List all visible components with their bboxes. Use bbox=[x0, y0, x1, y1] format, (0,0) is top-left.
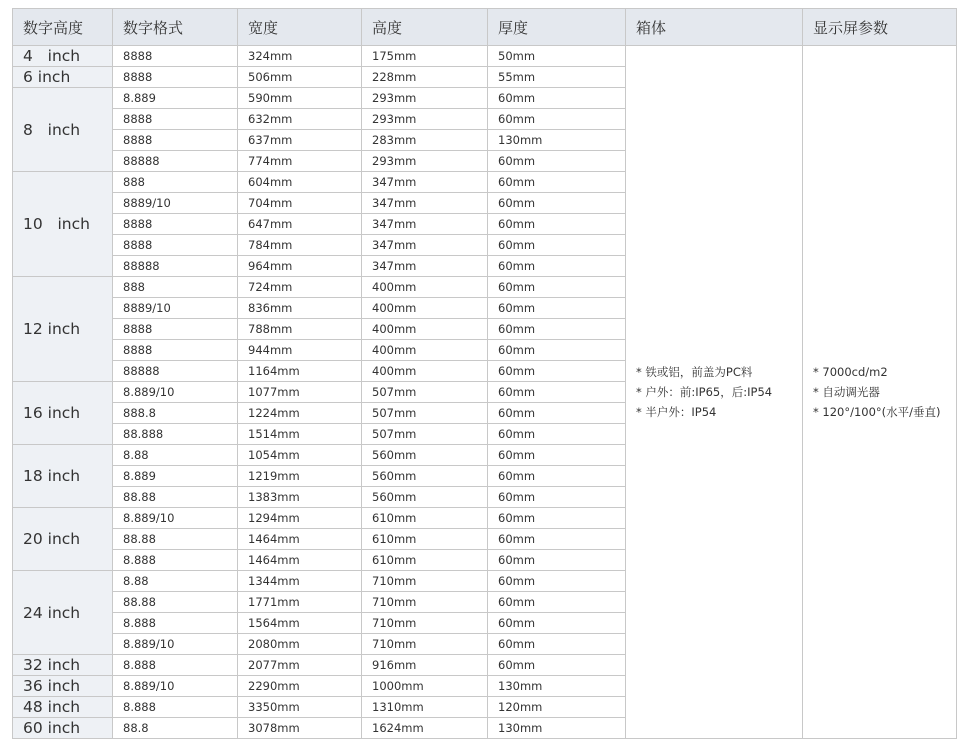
height-cell: 400mm bbox=[362, 361, 488, 382]
thickness-cell: 50mm bbox=[488, 46, 626, 67]
thickness-cell: 60mm bbox=[488, 277, 626, 298]
digit-format-cell: 8.888 bbox=[113, 655, 238, 676]
digit-format-cell: 8.889/10 bbox=[113, 508, 238, 529]
width-cell: 1344mm bbox=[238, 571, 362, 592]
digit-height-cell: 4 inch bbox=[13, 46, 113, 67]
thickness-cell: 60mm bbox=[488, 487, 626, 508]
thickness-cell: 60mm bbox=[488, 88, 626, 109]
thickness-cell: 60mm bbox=[488, 529, 626, 550]
thickness-cell: 55mm bbox=[488, 67, 626, 88]
digit-height-cell: 36 inch bbox=[13, 676, 113, 697]
thickness-cell: 60mm bbox=[488, 613, 626, 634]
header-display-params: 显示屏参数 bbox=[803, 9, 957, 46]
thickness-cell: 130mm bbox=[488, 130, 626, 151]
table-row bbox=[13, 46, 957, 67]
thickness-cell: 60mm bbox=[488, 319, 626, 340]
width-cell: 1294mm bbox=[238, 508, 362, 529]
enclosure-note: * 半户外：IP54 bbox=[636, 405, 717, 419]
width-cell: 784mm bbox=[238, 235, 362, 256]
header-row bbox=[13, 9, 957, 46]
width-cell: 632mm bbox=[238, 109, 362, 130]
thickness-cell: 60mm bbox=[488, 403, 626, 424]
thickness-cell: 60mm bbox=[488, 655, 626, 676]
digit-height-cell: 18 inch bbox=[13, 445, 113, 508]
width-cell: 704mm bbox=[238, 193, 362, 214]
width-cell: 324mm bbox=[238, 46, 362, 67]
digit-height-cell: 60 inch bbox=[13, 718, 113, 739]
display-note: * 自动调光器 bbox=[813, 385, 880, 399]
digit-format-cell: 8.888 bbox=[113, 550, 238, 571]
digit-format-cell: 8888 bbox=[113, 214, 238, 235]
header-height: 高度 bbox=[362, 9, 488, 46]
digit-format-cell: 88.88 bbox=[113, 487, 238, 508]
digit-format-cell: 8888 bbox=[113, 319, 238, 340]
width-cell: 590mm bbox=[238, 88, 362, 109]
header-digit-height: 数字高度 bbox=[13, 9, 113, 46]
thickness-cell: 120mm bbox=[488, 697, 626, 718]
height-cell: 710mm bbox=[362, 592, 488, 613]
height-cell: 175mm bbox=[362, 46, 488, 67]
thickness-cell: 60mm bbox=[488, 592, 626, 613]
digit-format-cell: 888 bbox=[113, 277, 238, 298]
enclosure-notes-cell bbox=[626, 46, 803, 739]
digit-format-cell: 8889/10 bbox=[113, 298, 238, 319]
digit-format-cell: 8.888 bbox=[113, 697, 238, 718]
thickness-cell: 130mm bbox=[488, 718, 626, 739]
digit-format-cell: 8888 bbox=[113, 67, 238, 88]
display-notes-cell bbox=[803, 46, 957, 739]
width-cell: 2290mm bbox=[238, 676, 362, 697]
height-cell: 347mm bbox=[362, 214, 488, 235]
width-cell: 3078mm bbox=[238, 718, 362, 739]
digit-format-cell: 8889/10 bbox=[113, 193, 238, 214]
height-cell: 1000mm bbox=[362, 676, 488, 697]
thickness-cell: 60mm bbox=[488, 508, 626, 529]
height-cell: 347mm bbox=[362, 172, 488, 193]
height-cell: 560mm bbox=[362, 487, 488, 508]
width-cell: 637mm bbox=[238, 130, 362, 151]
thickness-cell: 60mm bbox=[488, 193, 626, 214]
digit-format-cell: 8888 bbox=[113, 235, 238, 256]
thickness-cell: 60mm bbox=[488, 550, 626, 571]
digit-format-cell: 8888 bbox=[113, 130, 238, 151]
width-cell: 2077mm bbox=[238, 655, 362, 676]
enclosure-note: * 铁或铝，前盖为PC料 bbox=[636, 365, 753, 379]
display-note: * 120°/100°(水平/垂直) bbox=[813, 405, 941, 419]
digit-height-cell: 16 inch bbox=[13, 382, 113, 445]
digit-format-cell: 88.88 bbox=[113, 592, 238, 613]
width-cell: 1464mm bbox=[238, 529, 362, 550]
height-cell: 507mm bbox=[362, 403, 488, 424]
thickness-cell: 60mm bbox=[488, 424, 626, 445]
width-cell: 944mm bbox=[238, 340, 362, 361]
width-cell: 647mm bbox=[238, 214, 362, 235]
width-cell: 964mm bbox=[238, 256, 362, 277]
thickness-cell: 60mm bbox=[488, 361, 626, 382]
width-cell: 836mm bbox=[238, 298, 362, 319]
height-cell: 916mm bbox=[362, 655, 488, 676]
thickness-cell: 60mm bbox=[488, 445, 626, 466]
digit-height-cell: 24 inch bbox=[13, 571, 113, 655]
width-cell: 774mm bbox=[238, 151, 362, 172]
height-cell: 560mm bbox=[362, 466, 488, 487]
digit-format-cell: 8.889 bbox=[113, 466, 238, 487]
width-cell: 3350mm bbox=[238, 697, 362, 718]
height-cell: 507mm bbox=[362, 382, 488, 403]
digit-format-cell: 8.88 bbox=[113, 445, 238, 466]
thickness-cell: 60mm bbox=[488, 172, 626, 193]
thickness-cell: 60mm bbox=[488, 256, 626, 277]
height-cell: 400mm bbox=[362, 340, 488, 361]
enclosure-note: * 户外：前:IP65，后:IP54 bbox=[636, 385, 773, 399]
digit-format-cell: 88888 bbox=[113, 256, 238, 277]
height-cell: 610mm bbox=[362, 550, 488, 571]
digit-format-cell: 8.888 bbox=[113, 613, 238, 634]
width-cell: 1219mm bbox=[238, 466, 362, 487]
digit-format-cell: 88888 bbox=[113, 151, 238, 172]
height-cell: 1310mm bbox=[362, 697, 488, 718]
digit-format-cell: 88888 bbox=[113, 361, 238, 382]
height-cell: 560mm bbox=[362, 445, 488, 466]
width-cell: 2080mm bbox=[238, 634, 362, 655]
thickness-cell: 130mm bbox=[488, 676, 626, 697]
digit-height-cell: 6 inch bbox=[13, 67, 113, 88]
height-cell: 610mm bbox=[362, 529, 488, 550]
height-cell: 293mm bbox=[362, 151, 488, 172]
width-cell: 604mm bbox=[238, 172, 362, 193]
digit-height-cell: 32 inch bbox=[13, 655, 113, 676]
digit-format-cell: 88.888 bbox=[113, 424, 238, 445]
width-cell: 506mm bbox=[238, 67, 362, 88]
digit-format-cell: 8.889/10 bbox=[113, 634, 238, 655]
spec-body bbox=[13, 46, 957, 739]
height-cell: 507mm bbox=[362, 424, 488, 445]
header-digit-format: 数字格式 bbox=[113, 9, 238, 46]
width-cell: 1564mm bbox=[238, 613, 362, 634]
width-cell: 1383mm bbox=[238, 487, 362, 508]
digit-height-cell: 10 inch bbox=[13, 172, 113, 277]
height-cell: 710mm bbox=[362, 634, 488, 655]
width-cell: 1464mm bbox=[238, 550, 362, 571]
header-thickness: 厚度 bbox=[488, 9, 626, 46]
height-cell: 283mm bbox=[362, 130, 488, 151]
width-cell: 1054mm bbox=[238, 445, 362, 466]
width-cell: 1514mm bbox=[238, 424, 362, 445]
height-cell: 347mm bbox=[362, 256, 488, 277]
digit-height-cell: 20 inch bbox=[13, 508, 113, 571]
width-cell: 1224mm bbox=[238, 403, 362, 424]
width-cell: 1077mm bbox=[238, 382, 362, 403]
width-cell: 1164mm bbox=[238, 361, 362, 382]
display-note: * 7000cd/m2 bbox=[813, 365, 888, 379]
digit-format-cell: 888 bbox=[113, 172, 238, 193]
digit-format-cell: 888.8 bbox=[113, 403, 238, 424]
thickness-cell: 60mm bbox=[488, 466, 626, 487]
digit-format-cell: 8.88 bbox=[113, 571, 238, 592]
digit-format-cell: 8.889/10 bbox=[113, 676, 238, 697]
digit-height-cell: 48 inch bbox=[13, 697, 113, 718]
width-cell: 1771mm bbox=[238, 592, 362, 613]
width-cell: 724mm bbox=[238, 277, 362, 298]
height-cell: 228mm bbox=[362, 67, 488, 88]
thickness-cell: 60mm bbox=[488, 151, 626, 172]
height-cell: 610mm bbox=[362, 508, 488, 529]
height-cell: 293mm bbox=[362, 109, 488, 130]
height-cell: 1624mm bbox=[362, 718, 488, 739]
digit-format-cell: 8888 bbox=[113, 109, 238, 130]
height-cell: 400mm bbox=[362, 319, 488, 340]
height-cell: 710mm bbox=[362, 571, 488, 592]
height-cell: 710mm bbox=[362, 613, 488, 634]
header-enclosure: 箱体 bbox=[626, 9, 803, 46]
thickness-cell: 60mm bbox=[488, 634, 626, 655]
digit-format-cell: 8888 bbox=[113, 340, 238, 361]
thickness-cell: 60mm bbox=[488, 214, 626, 235]
digit-height-cell: 8 inch bbox=[13, 88, 113, 172]
thickness-cell: 60mm bbox=[488, 109, 626, 130]
height-cell: 347mm bbox=[362, 235, 488, 256]
thickness-cell: 60mm bbox=[488, 235, 626, 256]
digit-format-cell: 8888 bbox=[113, 46, 238, 67]
thickness-cell: 60mm bbox=[488, 298, 626, 319]
digit-format-cell: 8.889 bbox=[113, 88, 238, 109]
spec-table bbox=[12, 8, 957, 739]
digit-height-cell: 12 inch bbox=[13, 277, 113, 382]
header-width: 宽度 bbox=[238, 9, 362, 46]
height-cell: 347mm bbox=[362, 193, 488, 214]
height-cell: 400mm bbox=[362, 298, 488, 319]
digit-format-cell: 8.889/10 bbox=[113, 382, 238, 403]
height-cell: 293mm bbox=[362, 88, 488, 109]
height-cell: 400mm bbox=[362, 277, 488, 298]
thickness-cell: 60mm bbox=[488, 340, 626, 361]
width-cell: 788mm bbox=[238, 319, 362, 340]
thickness-cell: 60mm bbox=[488, 571, 626, 592]
digit-format-cell: 88.88 bbox=[113, 529, 238, 550]
digit-format-cell: 88.8 bbox=[113, 718, 238, 739]
thickness-cell: 60mm bbox=[488, 382, 626, 403]
